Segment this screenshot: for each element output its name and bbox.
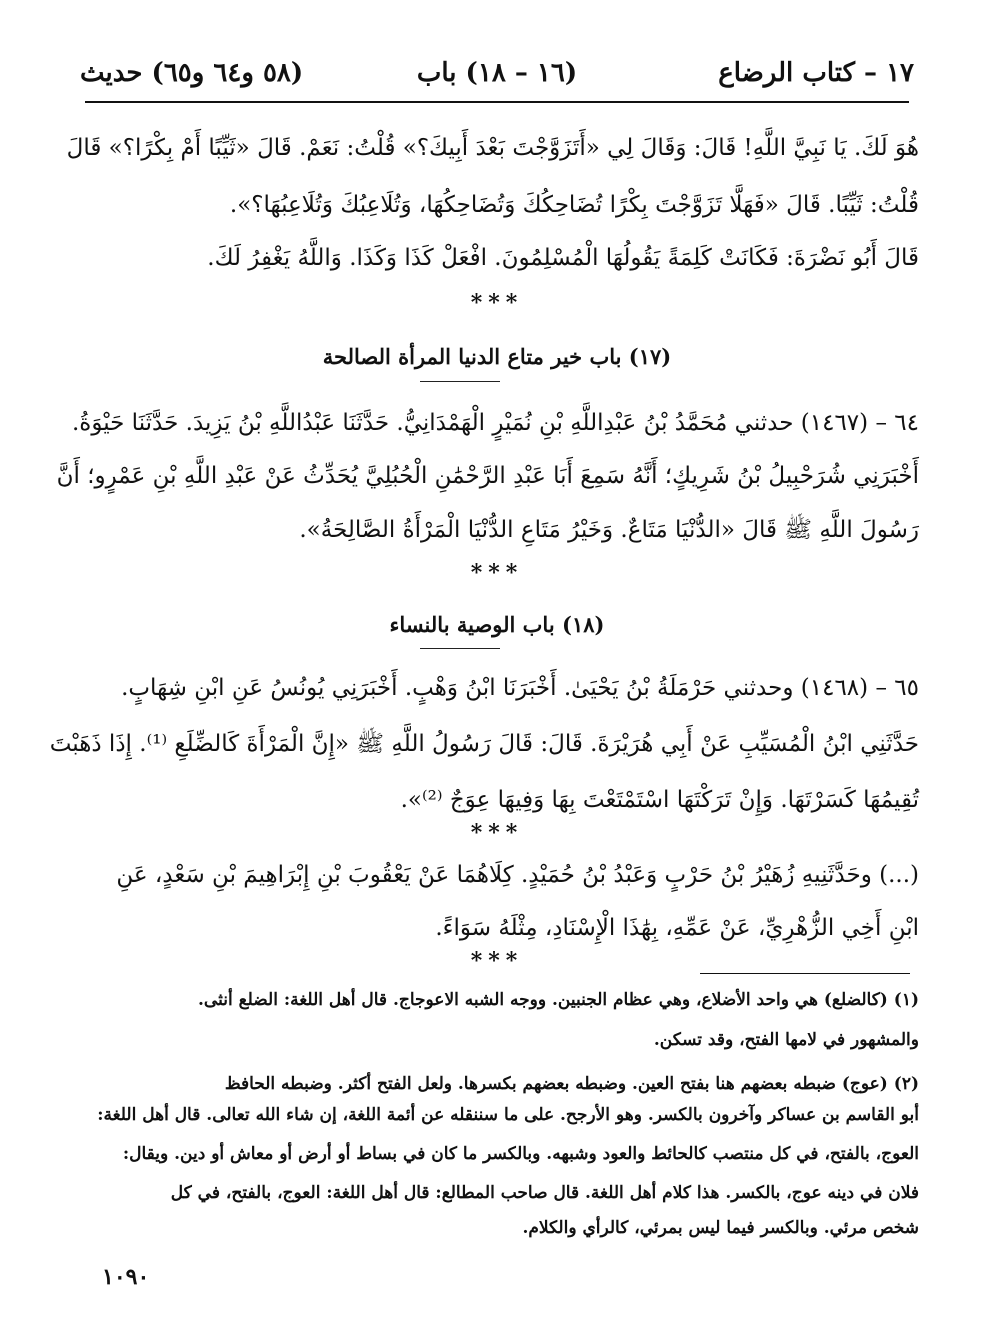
running-head [80,58,914,98]
heading-underline [420,381,500,382]
chapter-18-heading: (١٨) باب الوصية بالنساء [389,612,605,637]
hadith-64-line: أَخْبَرَنِي شُرَحْبِيلُ بْنُ شَرِيكٍ؛ أَنَّهُ سَمِعَ أَبَا عَبْدِ الرَّحْمَٰنِ الْحُبُلِيَّ يُحَدِّثُ عَنْ عَبْدِ اللَّهِ بْنِ عَمْرٍو؛ أَنَّ [56,463,919,489]
footnote-2-line: (٢) (عوج) ضبطه بعضهم هنا بفتح العين. وضبطه بعضهم بكسرها. ولعل الفتح أكثر. وضبطه الحافظ [224,1074,919,1094]
header-rule [85,101,909,103]
hadith-65b-line: ابْنِ أَخِي الزُّهْرِيِّ، عَنْ عَمِّهِ، بِهَٰذَا الْإِسْنَادِ، مِثْلَهُ سَوَاءً. [435,915,919,941]
header-chapter-range: (١٦ – ١٨) باب [416,58,578,88]
hadith-64-line: رَسُولَ اللَّهِ ﷺ قَالَ «الدُّنْيَا مَتَاعٌ. وَخَيْرُ مَتَاعِ الدُّنْيَا الْمَرْأَةُ الصَّالِحَةُ». [299,517,919,543]
footnote-1-line: (١) (كالضلع) هي واحد الأضلاع، وهي عظام الجنبين. ووجه الشبه الاعوجاج. قال أهل اللغة: الضلع أنثى. [198,990,919,1010]
page-number: ١٠٩٠ [102,1264,150,1290]
footnote-rule [700,973,910,974]
chapter-17-heading: (١٧) باب خير متاع الدنيا المرأة الصالحة [322,344,672,369]
hadith-64-line: ٦٤ – (١٤٦٧) حدثني مُحَمَّدُ بْنُ عَبْدِاللَّهِ بْنِ نُمَيْرٍ الْهَمْدَانِيُّ. حَدَّثَنَا عَبْدُاللَّهِ بْنُ يَزِيدَ. حَدَّثَنَا حَيْوَةُ. [71,410,919,436]
separator-stars: *** [470,820,524,846]
footnote-2-line: شخص مرئي. وبالكسر فيما ليس بمرئي، كالرأي والكلام. [522,1218,919,1238]
header-hadith-range: (٥٨ و٦٤ و٦٥) حديث [80,58,304,88]
footnote-2-line: العوج، بالفتح، في كل منتصب كالحائط والعود وشبهه. وبالكسر ما كان في بساط أو أرض أو معاش أو دين. ويقال: [122,1144,919,1164]
hadith-65-line: تُقِيمُهَا كَسَرْتَهَا. وَإِنْ تَرَكْتَهَا اسْتَمْتَعْتَ بِهَا وَفِيهَا عِوَجٌ ⁽²⁾». [400,787,919,813]
separator-stars: *** [470,560,524,586]
text-line: قُلْتُ: ثَيِّبًا. قَالَ «فَهَلَّا تَزَوَّجْتَ بِكْرًا تُضَاحِكُكَ وَتُضَاحِكُهَا، وَتُلَاعِبُكَ وَتُلَاعِبُهَا؟». [229,192,919,218]
footnote-2-line: أبو القاسم بن عساكر وآخرون بالكسر. وهو الأرجح. على ما سننقله عن أئمة اللغة، إن شاء الله تعالى. قال أهل اللغة: [97,1105,919,1125]
footnote-2-line: فلان في دينه عوج، بالكسر. هذا كلام أهل اللغة. قال صاحب المطالع: قال أهل اللغة: العوج، بالفتح، في كل [170,1183,919,1203]
text-line: قَالَ أَبُو نَضْرَةَ: فَكَانَتْ كَلِمَةً يَقُولُهَا الْمُسْلِمُونَ. افْعَلْ كَذَا وَكَذَا. وَاللَّهُ يَغْفِرُ لَكَ. [207,245,919,271]
hadith-65-line: ٦٥ – (١٤٦٨) وحدثني حَرْمَلَةُ بْنُ يَحْيَىٰ. أَخْبَرَنَا ابْنُ وَهْبٍ. أَخْبَرَنِي يُونُسُ عَنِ ابْنِ شِهَابٍ. [121,675,919,701]
hadith-65-line: حَدَّثَنِي ابْنُ الْمُسَيِّبِ عَنْ أَبِي هُرَيْرَةَ. قَالَ: قَالَ رَسُولُ اللَّهِ ﷺ «إِنَّ الْمَرْأَةَ كَالضِّلَعِ ⁽¹⁾. إِذَا ذَهَبْتَ [49,731,919,757]
hadith-65b-line: (...) وحَدَّثَنِيهِ زُهَيْرُ بْنُ حَرْبٍ وَعَبْدُ بْنُ حُمَيْدٍ. كِلَاهُمَا عَنْ يَعْقُوبَ بْنِ إِبْرَاهِيمَ بْنِ سَعْدٍ، عَنِ [116,862,919,888]
header-book-title: ١٧ – كتاب الرضاع [718,58,914,88]
footnote-1-line: والمشهور في لامها الفتح، وقد تسكن. [653,1030,919,1050]
separator-stars: *** [470,948,524,974]
separator-stars: *** [470,290,524,316]
heading-underline [420,648,500,649]
text-line: هُوَ لَكَ. يَا نَبِيَّ اللَّهِ! قَالَ: وَقَالَ لِي «أَتَزَوَّجْتَ بَعْدَ أَبِيكَ؟» قُلْتُ: نَعَمْ. قَالَ «ثَيِّبًا أَمْ بِكْرًا؟» قَالَ [66,135,919,161]
